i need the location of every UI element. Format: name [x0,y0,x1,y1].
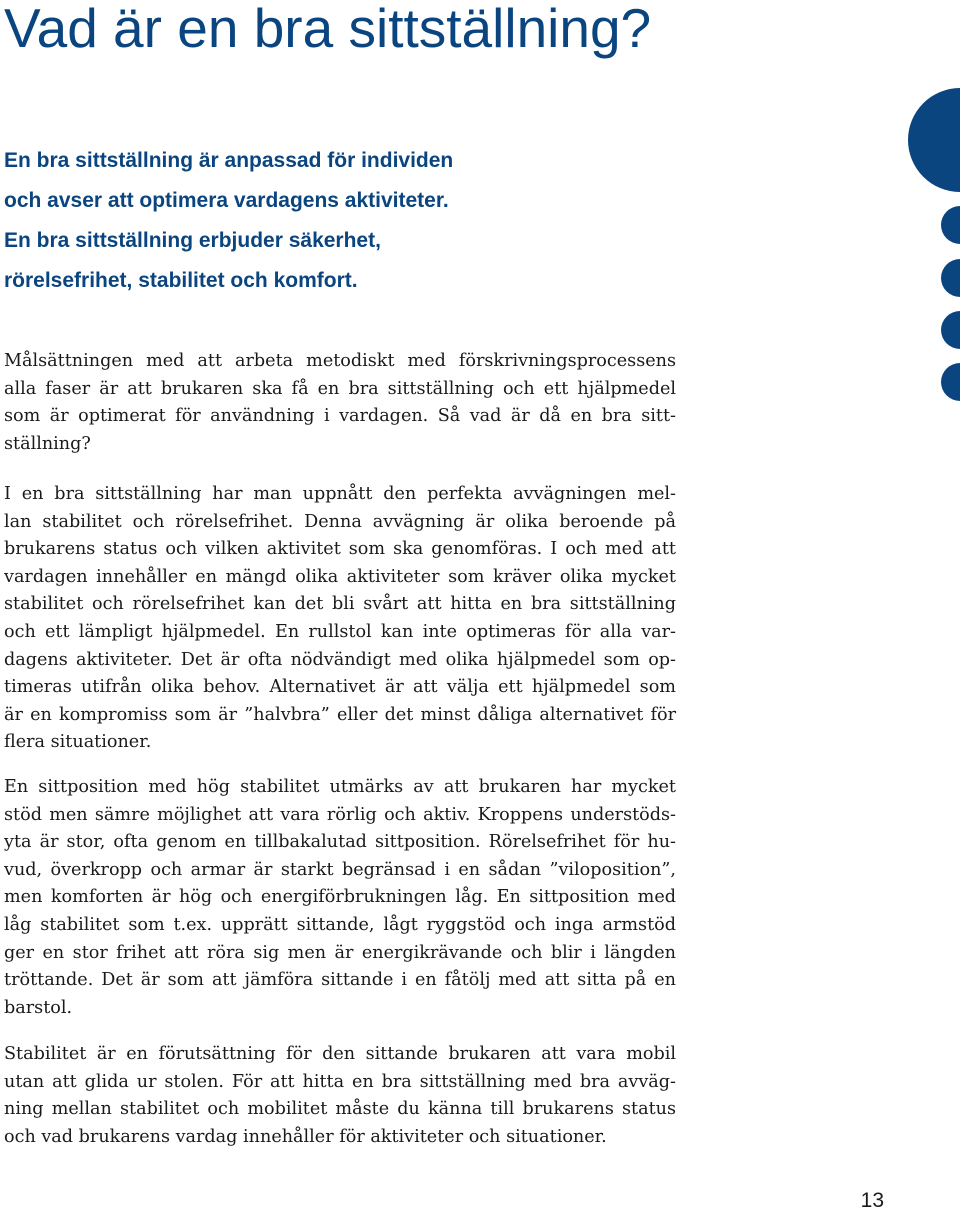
lead-line: En bra sittställning är anpassad för individen [4,149,454,172]
lead-line: rörelsefrihet, stabilitet och komfort. [4,269,358,292]
lead-line: och avser att optimera vardagens aktiviteter. [4,189,449,212]
lead-line: En bra sittställning erbjuder säkerhet, [4,229,381,252]
text-line: lan stabilitet och rörelsefrihet. Denna avvägning är olika beroende på [4,511,676,532]
body-paragraph-1 [4,348,676,458]
text-line: ger en stor frihet att röra sig men är energikrävande och blir i längden [4,942,676,963]
body-paragraph-4 [4,1041,676,1151]
text-line: En sittposition med hög stabilitet utmärks av att brukaren har mycket [4,777,676,797]
page-number: 13 [860,1189,884,1212]
text-line: alla faser är att brukaren ska få en bra sittställning och ett hjälpmedel [4,378,676,399]
body-paragraph-2 [4,481,676,757]
lead-paragraph [4,141,704,301]
text-line: Målsättningen med att arbeta metodiskt med förskrivningsprocessens [4,351,676,371]
text-line: är en kompromiss som är ”halvbra” eller det minst dåliga alternativet för [4,704,676,725]
margin-tab-small-circle [941,363,960,401]
text-line: yta är stor, ofta genom en tillbakalutad sittposition. Rörelsefrihet för hu- [4,832,676,853]
text-line: som är optimerat för användning i vardagen. Så vad är då en bra sitt- [4,406,676,427]
text-line: I en bra sittställning har man uppnått den perfekta avvägningen mel- [4,484,676,504]
text-line: Stabilitet är en förutsättning för den sittande brukaren att vara mobil [4,1044,676,1064]
text-line: men komforten är hög och energiförbrukningen låg. En sittposition med [4,887,676,908]
margin-tab-small-circle [941,311,960,349]
text-line: brukarens status och vilken aktivitet som ska genomföras. I och med att [4,539,676,560]
text-line: ställning? [4,433,91,454]
margin-tab-large-circle [908,88,960,192]
text-line: dagens aktiviteter. Det är ofta nödvändigt med olika hjälpmedel som op- [4,649,676,670]
text-line: och ett lämpligt hjälpmedel. En rullstol kan inte optimeras för alla var- [4,621,676,642]
margin-tab-small-circle [941,259,960,297]
text-line: utan att glida ur stolen. För att hitta en bra sittställning med bra avväg- [4,1071,676,1092]
page-title: Vad är en bra sittställning? [4,0,652,59]
text-line: och vad brukarens vardag innehåller för aktiviteter och situationer. [4,1126,607,1147]
text-line: ning mellan stabilitet och mobilitet måste du känna till brukarens status [4,1099,676,1120]
text-line: stöd men sämre möjlighet att vara rörlig och aktiv. Kroppens understöds- [4,804,676,825]
text-line: låg stabilitet som t.ex. upprätt sittande, lågt ryggstöd och inga armstöd [4,914,676,935]
text-line: vardagen innehåller en mängd olika aktiviteter som kräver olika mycket [4,566,676,587]
text-line: timeras utifrån olika behov. Alternativet är att välja ett hjälpmedel som [4,677,676,698]
text-line: barstol. [4,997,73,1018]
margin-tab-small-circle [941,206,960,244]
text-line: flera situationer. [4,732,152,753]
body-paragraph-3 [4,774,676,1022]
text-line: stabilitet och rörelsefrihet kan det bli svårt att hitta en bra sittställning [4,594,676,615]
text-line: vud, överkropp och armar är starkt begränsad i en sådan ”viloposition”, [4,859,676,880]
text-line: tröttande. Det är som att jämföra sittande i en fåtölj med att sitta på en [4,970,676,991]
